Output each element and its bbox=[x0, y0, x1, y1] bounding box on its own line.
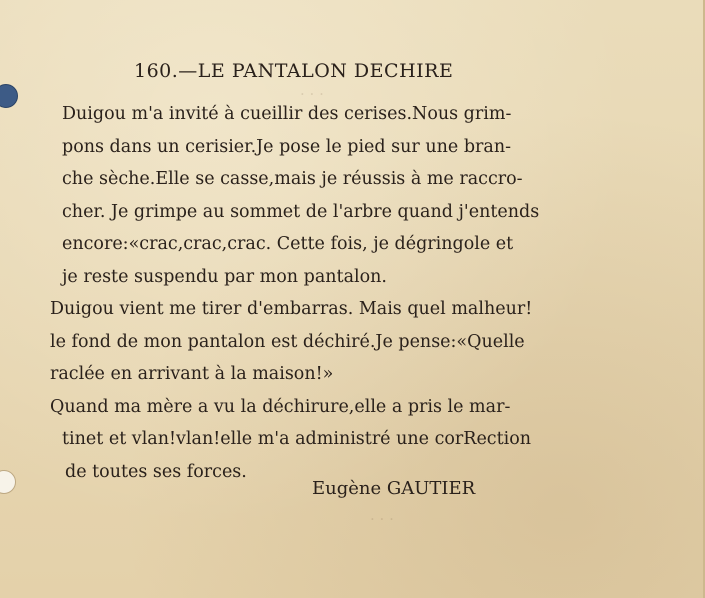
text-line: je reste suspendu par mon pantalon. bbox=[62, 266, 387, 287]
page-title: 160.—LE PANTALON DECHIRE bbox=[134, 60, 454, 82]
text-line: de toutes ses forces. bbox=[65, 461, 247, 482]
binder-hole-top bbox=[0, 84, 18, 108]
story-text bbox=[50, 98, 610, 488]
binder-hole-bottom bbox=[0, 470, 16, 494]
text-line: encore:«crac,crac,crac. Cette fois, je dégringole et bbox=[62, 234, 514, 254]
text-line: Duigou m'a invité à cueillir des cerises.Nous grim- bbox=[62, 104, 512, 124]
show-through-text: · · · bbox=[370, 510, 394, 528]
show-through-text: · · · bbox=[300, 85, 324, 103]
text-line: Quand ma mère a vu la déchirure,elle a pris le mar- bbox=[50, 396, 511, 417]
text-line: raclée en arrivant à la maison!» bbox=[50, 364, 334, 384]
text-line: che sèche.Elle se casse,mais je réussis à me raccro- bbox=[62, 169, 523, 189]
text-line: tinet et vlan!vlan!elle m'a administré une corRection bbox=[62, 429, 532, 449]
text-line: le fond de mon pantalon est déchiré.Je pense:«Quelle bbox=[50, 331, 525, 352]
text-line: Duigou vient me tirer d'embarras. Mais quel malheur! bbox=[50, 299, 533, 319]
text-line: cher. Je grimpe au sommet de l'arbre quand j'entends bbox=[62, 201, 540, 222]
author-signature: Eugène GAUTIER bbox=[312, 478, 476, 499]
text-line: pons dans un cerisier.Je pose le pied sur une bran- bbox=[62, 136, 512, 157]
